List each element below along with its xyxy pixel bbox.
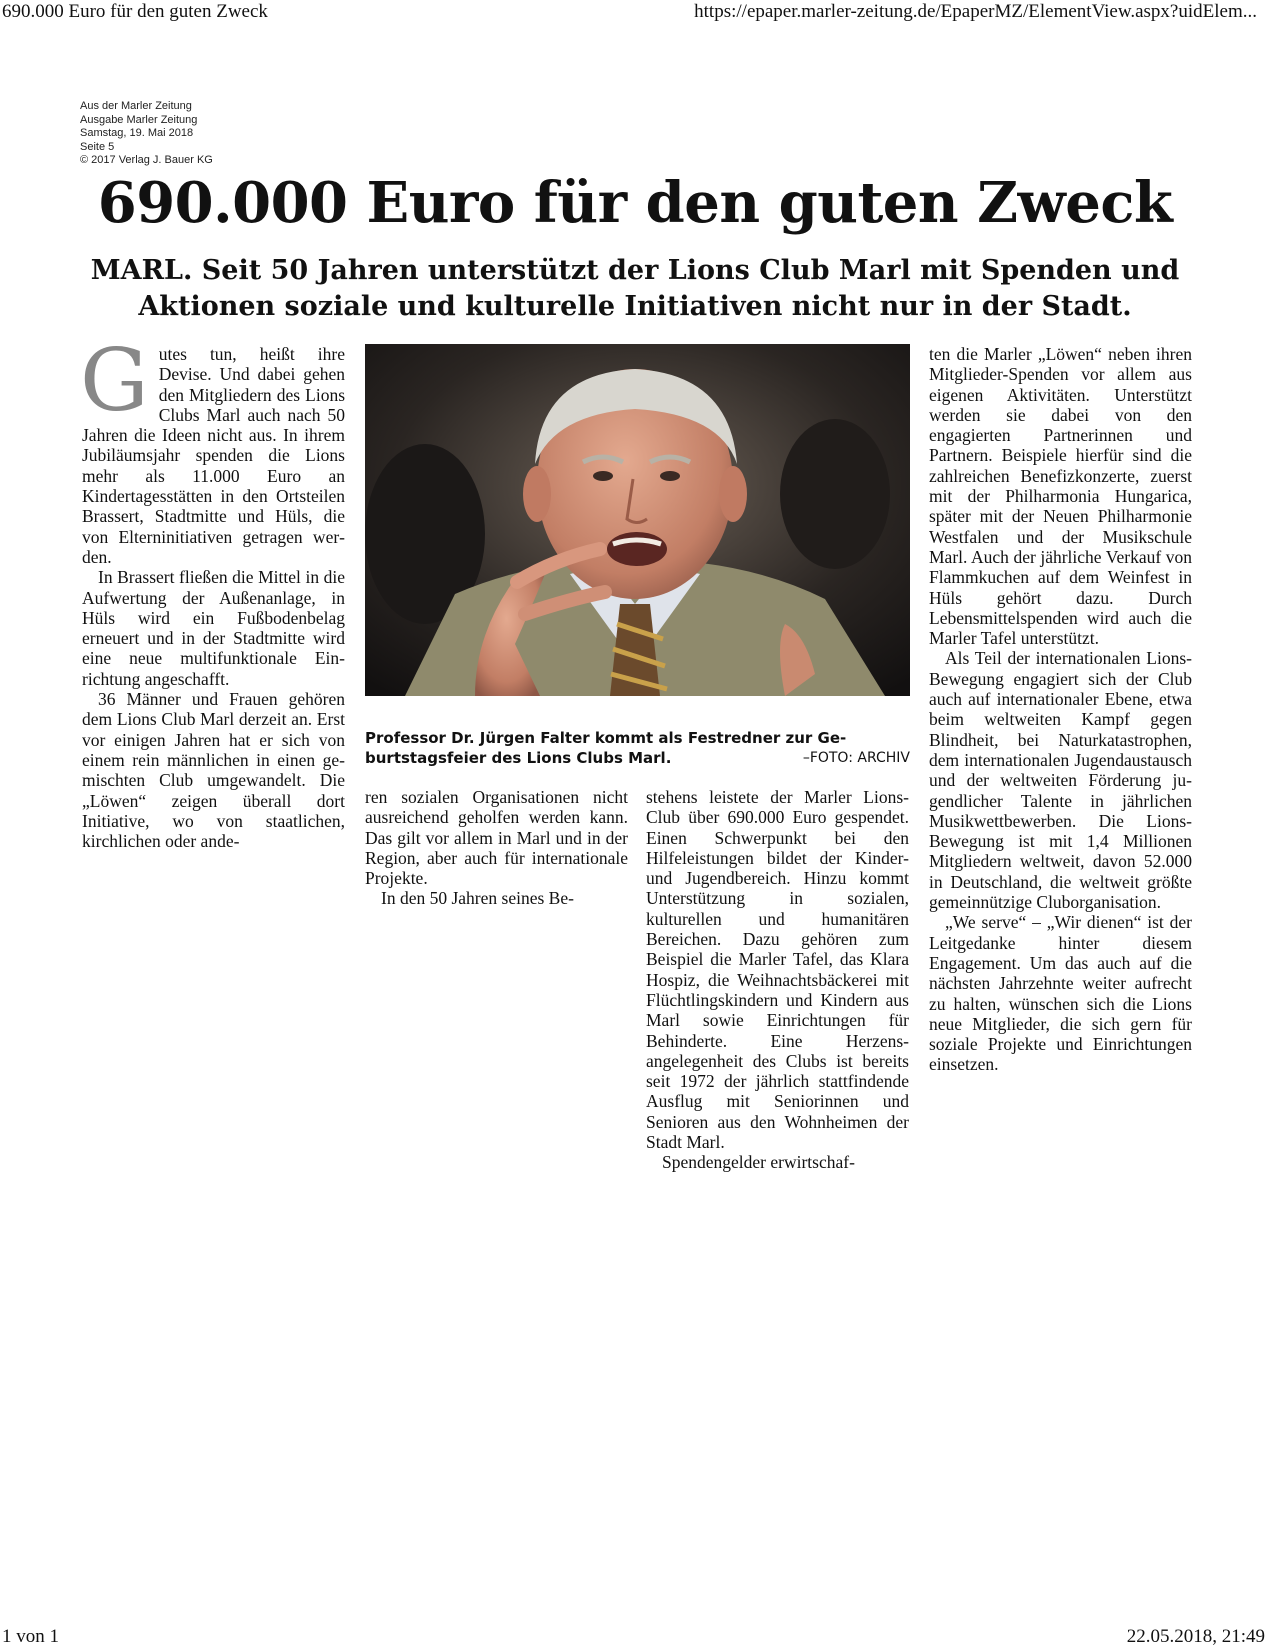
article-column-1 — [80, 331, 345, 852]
article-column-3 — [646, 787, 909, 1173]
drop-cap: G — [80, 331, 149, 431]
paragraph — [80, 331, 345, 567]
article-meta — [80, 100, 213, 168]
caption-text: Professor Dr. Jürgen Falter kommt als Festredner zur Geburtstagsfeier des Lions Clubs Marl. — [365, 729, 847, 767]
paragraph: Als Teil der internationalen Lions-Bewegung engagiert sich der Club auch auf internationaler Ebene, etwa beim weltweiten Kampf gegen Blindheit, bei Naturkatastrophen, dem internationalen Jugendaustausch und der weltweiten Förderung jugendlicher Talente in jährlichen Musikwettbewerben. Die Lions-Bewegung ist mit 1,4 Millionen Mitgliedern weltweit, davon 52.000 in Deutschland, die weltweit größte gemeinnützige Cluborganisation. — [929, 648, 1192, 913]
meta-page: Seite 5 — [80, 140, 115, 153]
paragraph: „We serve“ – „Wir dienen“ ist der Leitgedanke hinter diesem Engagement. Um das auch auf die nächsten Jahrzehnte weiter aufrecht zu halten, wünschen sich die Lions neue Mitglieder, die sich gern für soziale Projekte und Einrichtungen einsetzen. — [929, 912, 1192, 1075]
photo-caption — [365, 728, 910, 768]
print-footer-timestamp: 22.05.2018, 21:49 — [1126, 1626, 1265, 1647]
article-column-4 — [929, 344, 1192, 1075]
article-column-2 — [365, 787, 628, 909]
portrait-photo — [365, 344, 910, 696]
paragraph: ten die Marler „Löwen“ neben ihren Mitglieder-Spenden vor allem aus eigenen Aktivitäten. Unterstützt werden sie dabei von den engagierten Partnerinnen und Partnern. Beispiele hierfür sind die zahlreichen Benefizkonzerte, zuerst mit der Philharmonia Hungarica, später mit der Neuen Philharmonie Westfalen und der Musikschule Marl. Auch der jährliche Verkauf von Flammkuchen auf dem Weinfest in Hüls gehört dazu. Durch Lebensmittelspenden wird auch die Marler Tafel unterstützt. — [929, 344, 1192, 649]
meta-copyright: © 2017 Verlag J. Bauer KG — [80, 154, 213, 166]
article-photo — [365, 344, 910, 696]
paragraph: In den 50 Jahren seines Be- — [381, 888, 574, 909]
print-footer-page: 1 von 1 — [2, 1626, 59, 1647]
meta-edition: Ausgabe Marler Zeitung — [80, 113, 198, 126]
paragraph: Spendengelder erwirtschaf- — [662, 1152, 855, 1173]
print-header-title: 690.000 Euro für den guten Zweck — [2, 1, 268, 22]
article-subline: MARL. Seit 50 Jahren unterstützt der Lions Club Marl mit Spenden und Aktionen soziale und kulturelle Initiativen nicht nur in der Stadt. — [90, 255, 1180, 322]
meta-date: Samstag, 19. Mai 2018 — [80, 127, 194, 139]
paragraph: stehens leistete der Marler Lions-Club über 690.000 Euro gespendet. Einen Schwerpunkt bei den Hilfeleistungen bildet der Kinder- und Jugendbereich. Hinzu kommt Unterstützung in sozialen, kulturellen und humanitären Bereichen. Dazu gehören zum Beispiel die Marler Tafel, das Klara Hospiz, die Weihnachtsbäckerei mit Flüchtlingskindern und Kindern aus Marl sowie Einrichtungen für Behinderte. Eine Herzensangelegenheit des Clubs ist bereits seit 1972 der jährlich stattfindende Ausflug mit Seniorinnen und Senioren aus den Wohnheimen der Stadt Marl. — [646, 787, 909, 1153]
paragraph: 36 Männer und Frauen gehören dem Lions Club Marl derzeit an. Erst vor einigen Jahren hat er sich von einem rein männlichen in einen gemischten Club umgewandelt. Die „Löwen“ zeigen überall dort Initiative, wo von staatlichen, kirchlichen oder ande- — [82, 689, 345, 852]
paragraph: ren sozialen Organisationen nicht ausreichend geholfen werden kann. Das gilt vor allem in Marl und in der Region, aber auch für internationale Projekte. — [365, 787, 628, 889]
photo-credit: –FOTO: ARCHIV — [802, 750, 910, 766]
meta-source: Aus der Marler Zeitung — [80, 100, 192, 112]
paragraph: In Brassert fließen die Mittel in die Aufwertung der Außenanlage, in Hüls wird ein Fußbodenbelag erneuert und in der Stadtmitte wird eine neue multifunktionale Einrichtung angeschafft. — [82, 567, 345, 689]
paragraph-text: utes tun, heißt ihre Devise. Und dabei gehen den Mitgliedern des Lions Clubs Marl auch nach 50 Jahren die Ideen nicht aus. In ihrem Jubiläumsjahr spenden die Lions mehr als 11.000 Euro an Kindertagesstätten in den Ortsteilen Brassert, Stadtmitte und Hüls, die von Elterninitiativen getragen werden. — [82, 344, 345, 567]
article-headline: 690.000 Euro für den guten Zweck — [97, 170, 1173, 236]
print-header-url: https://epaper.marler-zeitung.de/EpaperMZ/ElementView.aspx?uidElem... — [694, 1, 1257, 22]
